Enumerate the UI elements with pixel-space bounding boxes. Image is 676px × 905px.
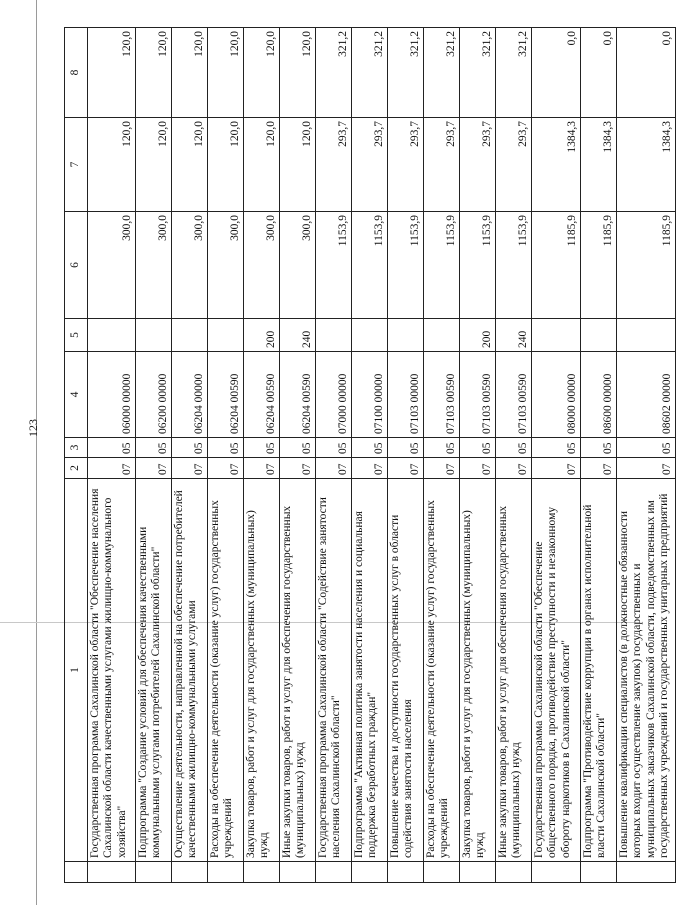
row-code-2-cell: 07 (581, 458, 617, 479)
row-code-2-cell: 07 (388, 458, 424, 479)
row-name-cell: Государственная программа Сахалинской области "Содействие занятости населения Сахалинской области" (316, 479, 352, 862)
table-header-row (65, 28, 88, 883)
row-code-2-cell: 07 (280, 458, 316, 479)
row-value-8-cell: 120,0 (208, 28, 244, 118)
row-spacer-cell (280, 862, 316, 883)
row-value-6-cell: 1153,9 (388, 212, 424, 319)
row-value-7-cell: 293,7 (424, 118, 460, 212)
row-code-5-cell (424, 319, 460, 352)
row-value-8-cell: 321,2 (352, 28, 388, 118)
row-code-3-cell: 05 (581, 438, 617, 458)
row-code-3-cell: 05 (424, 438, 460, 458)
row-name-cell: Повышение квалификации специалистов (в должностные обязанности которых входит осуществление закупок) государственных и муниципальных заказчиков Сахалинской области, подведомственных им государственных учреждений и государственных унитарных предприятий (617, 479, 676, 862)
row-value-7-cell: 293,7 (388, 118, 424, 212)
row-code-3-cell: 05 (88, 438, 136, 458)
row-code-4-cell: 07100 00000 (352, 352, 388, 438)
row-code-5-cell: 200 (244, 319, 280, 352)
row-value-8-cell: 321,2 (460, 28, 496, 118)
table-row (88, 28, 136, 883)
row-code-3-cell: 05 (352, 438, 388, 458)
table-row (172, 28, 208, 883)
row-spacer-cell (172, 862, 208, 883)
row-code-3-cell: 05 (496, 438, 532, 458)
row-value-7-cell: 293,7 (352, 118, 388, 212)
row-value-7-cell: 120,0 (244, 118, 280, 212)
row-code-4-cell: 06204 00590 (280, 352, 316, 438)
row-value-6-cell: 300,0 (88, 212, 136, 319)
row-value-7-cell: 293,7 (316, 118, 352, 212)
row-code-5-cell (172, 319, 208, 352)
table-row (424, 28, 460, 883)
row-name-cell: Подпрограмма "Противодействие коррупции в органах исполнительной власти Сахалинской области" (581, 479, 617, 862)
row-value-6-cell: 1153,9 (496, 212, 532, 319)
row-code-4-cell: 08000 00000 (532, 352, 581, 438)
table-row (581, 28, 617, 883)
row-name-cell: Повышение качества и доступности государственных услуг в области содействия занятости населения (388, 479, 424, 862)
header-cell: 8 (65, 28, 88, 118)
row-spacer-cell (88, 862, 136, 883)
row-value-6-cell: 1185,9 (581, 212, 617, 319)
header-spacer (65, 862, 88, 883)
row-code-2-cell: 07 (172, 458, 208, 479)
row-code-4-cell: 07103 00000 (388, 352, 424, 438)
row-spacer-cell (617, 862, 676, 883)
row-code-2-cell: 07 (316, 458, 352, 479)
row-code-3-cell: 05 (316, 438, 352, 458)
table-row (136, 28, 172, 883)
row-value-7-cell: 120,0 (172, 118, 208, 212)
row-code-3-cell: 05 (388, 438, 424, 458)
row-code-4-cell: 07000 00000 (316, 352, 352, 438)
row-value-6-cell: 300,0 (136, 212, 172, 319)
row-code-2-cell: 07 (136, 458, 172, 479)
row-value-6-cell: 300,0 (280, 212, 316, 319)
row-code-2-cell: 07 (88, 458, 136, 479)
row-name-cell: Расходы на обеспечение деятельности (оказание услуг) государственных учреждений (208, 479, 244, 862)
row-name-cell: Иные закупки товаров, работ и услуг для обеспечения государственных (муниципальных) нужд (280, 479, 316, 862)
row-value-8-cell: 321,2 (424, 28, 460, 118)
table-row (316, 28, 352, 883)
row-code-4-cell: 06204 00000 (172, 352, 208, 438)
row-value-6-cell: 1185,9 (617, 212, 676, 319)
row-value-6-cell: 1153,9 (460, 212, 496, 319)
row-code-5-cell (136, 319, 172, 352)
header-cell: 3 (65, 438, 88, 458)
row-code-5-cell: 240 (496, 319, 532, 352)
row-code-4-cell: 07103 00590 (424, 352, 460, 438)
row-spacer-cell (244, 862, 280, 883)
rotated-table-wrapper (64, 28, 673, 883)
row-value-8-cell: 0,0 (617, 28, 676, 118)
table-row (532, 28, 581, 883)
row-code-3-cell: 05 (136, 438, 172, 458)
row-spacer-cell (460, 862, 496, 883)
table-row (496, 28, 532, 883)
row-name-cell: Иные закупки товаров, работ и услуг для обеспечения государственных (муниципальных) нужд (496, 479, 532, 862)
row-value-8-cell: 120,0 (172, 28, 208, 118)
row-spacer-cell (316, 862, 352, 883)
row-code-5-cell (88, 319, 136, 352)
row-value-8-cell: 120,0 (244, 28, 280, 118)
header-cell: 2 (65, 458, 88, 479)
row-value-6-cell: 1153,9 (424, 212, 460, 319)
row-code-3-cell: 05 (460, 438, 496, 458)
table-row (388, 28, 424, 883)
row-code-2-cell: 07 (460, 458, 496, 479)
row-code-5-cell (316, 319, 352, 352)
table-body (65, 28, 676, 883)
row-code-2-cell: 07 (532, 458, 581, 479)
header-cell: 4 (65, 352, 88, 438)
row-code-5-cell: 200 (460, 319, 496, 352)
row-code-4-cell: 06204 00590 (244, 352, 280, 438)
row-spacer-cell (136, 862, 172, 883)
row-code-3-cell: 05 (208, 438, 244, 458)
row-name-cell: Расходы на обеспечение деятельности (оказание услуг) государственных учреждений (424, 479, 460, 862)
table-row (208, 28, 244, 883)
row-code-4-cell: 07103 00590 (496, 352, 532, 438)
row-value-7-cell: 120,0 (208, 118, 244, 212)
header-cell: 7 (65, 118, 88, 212)
row-value-7-cell: 120,0 (136, 118, 172, 212)
row-code-5-cell (388, 319, 424, 352)
row-value-8-cell: 0,0 (581, 28, 617, 118)
row-spacer-cell (496, 862, 532, 883)
table-row (244, 28, 280, 883)
row-spacer-cell (388, 862, 424, 883)
row-spacer-cell (532, 862, 581, 883)
row-code-5-cell: 240 (280, 319, 316, 352)
row-code-2-cell: 07 (424, 458, 460, 479)
row-code-2-cell: 07 (352, 458, 388, 479)
row-name-cell: Закупка товаров, работ и услуг для государственных (муниципальных) нужд (244, 479, 280, 862)
row-code-3-cell: 05 (280, 438, 316, 458)
row-name-cell: Подпрограмма "Создание условий для обеспечения качественными коммунальными услугами потребителей Сахалинской области" (136, 479, 172, 862)
row-value-6-cell: 300,0 (244, 212, 280, 319)
row-value-7-cell: 1384,3 (581, 118, 617, 212)
row-code-5-cell (617, 319, 676, 352)
row-code-2-cell: 07 (208, 458, 244, 479)
row-value-6-cell: 300,0 (208, 212, 244, 319)
row-code-4-cell: 08602 00000 (617, 352, 676, 438)
budget-table (64, 27, 676, 883)
row-code-2-cell: 07 (244, 458, 280, 479)
table-row (280, 28, 316, 883)
row-code-4-cell: 06204 00590 (208, 352, 244, 438)
row-value-7-cell: 293,7 (496, 118, 532, 212)
row-code-3-cell: 05 (244, 438, 280, 458)
page-number: 123 (26, 419, 40, 437)
row-value-8-cell: 120,0 (280, 28, 316, 118)
row-code-5-cell (581, 319, 617, 352)
row-value-7-cell: 120,0 (280, 118, 316, 212)
row-value-6-cell: 1185,9 (532, 212, 581, 319)
row-name-cell: Закупка товаров, работ и услуг для государственных (муниципальных) нужд (460, 479, 496, 862)
row-code-3-cell: 05 (617, 438, 676, 458)
row-value-8-cell: 321,2 (496, 28, 532, 118)
header-cell: 5 (65, 319, 88, 352)
table-row (617, 28, 676, 883)
row-spacer-cell (352, 862, 388, 883)
row-code-4-cell: 06200 00000 (136, 352, 172, 438)
row-code-5-cell (532, 319, 581, 352)
row-code-2-cell: 07 (617, 458, 676, 479)
row-name-cell: Государственная программа Сахалинской области "Обеспечение населения Сахалинской области качественными услугами жилищно-коммунального хозяйства" (88, 479, 136, 862)
row-value-8-cell: 321,2 (388, 28, 424, 118)
header-cell: 6 (65, 212, 88, 319)
row-name-cell: Государственная программа Сахалинской области "Обеспечение общественного порядка, противодействие преступности и незаконному обороту наркотиков в Сахалинской области" (532, 479, 581, 862)
row-code-3-cell: 05 (532, 438, 581, 458)
row-value-8-cell: 120,0 (136, 28, 172, 118)
row-value-7-cell: 120,0 (88, 118, 136, 212)
row-spacer-cell (581, 862, 617, 883)
table-row (352, 28, 388, 883)
row-code-5-cell (352, 319, 388, 352)
row-name-cell: Осуществление деятельности, направленной на обеспечение потребителей качественными жилищно-коммунальными услугами (172, 479, 208, 862)
row-code-4-cell: 06000 00000 (88, 352, 136, 438)
row-value-6-cell: 1153,9 (352, 212, 388, 319)
row-value-8-cell: 0,0 (532, 28, 581, 118)
row-code-4-cell: 08600 00000 (581, 352, 617, 438)
table-row (460, 28, 496, 883)
row-value-6-cell: 1153,9 (316, 212, 352, 319)
row-value-8-cell: 321,2 (316, 28, 352, 118)
row-code-4-cell: 07103 00590 (460, 352, 496, 438)
row-value-7-cell: 1384,3 (617, 118, 676, 212)
row-value-6-cell: 300,0 (172, 212, 208, 319)
scan-edge-line (36, 0, 37, 905)
row-name-cell: Подпрограмма "Активная политика занятости населения и социальная поддержка безработных граждан" (352, 479, 388, 862)
row-value-8-cell: 120,0 (88, 28, 136, 118)
row-code-2-cell: 07 (496, 458, 532, 479)
row-spacer-cell (424, 862, 460, 883)
header-cell: 1 (65, 479, 88, 862)
row-value-7-cell: 1384,3 (532, 118, 581, 212)
row-spacer-cell (208, 862, 244, 883)
row-value-7-cell: 293,7 (460, 118, 496, 212)
row-code-3-cell: 05 (172, 438, 208, 458)
row-code-5-cell (208, 319, 244, 352)
